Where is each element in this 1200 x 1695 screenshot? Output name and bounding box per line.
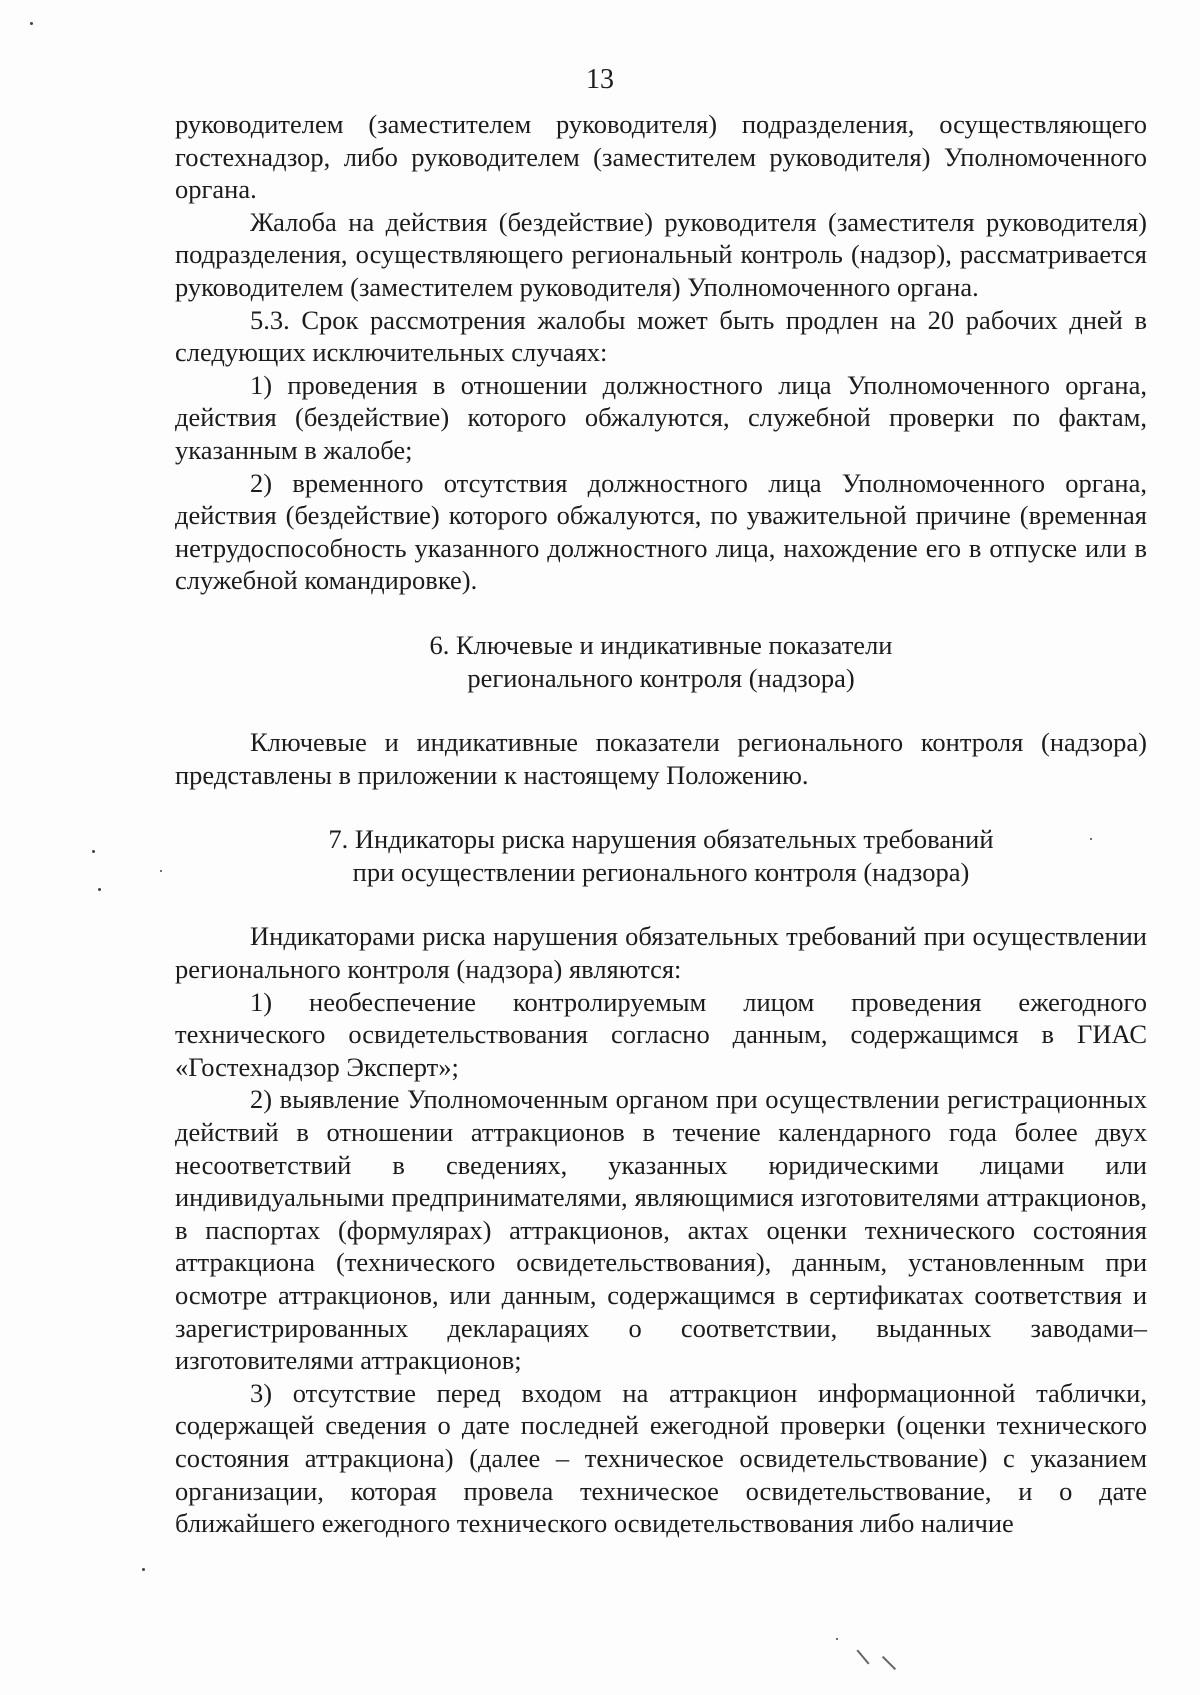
- paragraph-5-3: 5.3. Срок рассмотрения жалобы может быть продлен на 20 рабочих дней в следующих исключительных случаях:: [175, 304, 1147, 368]
- scan-mark: [856, 1649, 869, 1664]
- scan-speck: [98, 888, 101, 891]
- scan-speck: [1090, 838, 1092, 840]
- spacer: [175, 888, 1147, 920]
- document-body: [175, 108, 1147, 1540]
- scan-speck: [836, 1638, 838, 1640]
- page-number: 13: [586, 64, 614, 95]
- section-6-heading: [175, 629, 1147, 694]
- scan-speck: [92, 850, 95, 853]
- spacer: [175, 694, 1147, 726]
- section-7-heading: [175, 823, 1147, 888]
- scan-speck: [30, 22, 33, 25]
- paragraph-risk-indicator-1: 1) необеспечение контролируемым лицом проведения ежегодного технического освидетельствования согласно данным, содержащимся в ГИАС «Гостехнадзор Эксперт»;: [175, 986, 1147, 1082]
- spacer: [175, 791, 1147, 823]
- paragraph-risk-indicator-3: 3) отсутствие перед входом на аттракцион информационной таблички, содержащей сведения о дате последней ежегодной проверки (оценки технического состояния аттракциона) (далее – техническое освидетельствование) с указанием организации, которая провела техническое освидетельствование, и о дате ближайшего ежегодного технического освидетельствования либо наличие: [175, 1377, 1147, 1539]
- scan-mark: [882, 1656, 896, 1670]
- section-6-heading-line-2: регионального контроля (надзора): [467, 662, 855, 693]
- scan-speck: [160, 870, 162, 872]
- spacer: [175, 597, 1147, 629]
- paragraph-section-7-intro: Индикаторами риска нарушения обязательных требований при осуществлении регионального контроля (надзора) являются:: [175, 921, 1147, 985]
- paragraph-complaint: Жалоба на действия (бездействие) руководителя (заместителя руководителя) подразделения, осуществляющего региональный контроль (надзор), рассматривается руководителем (заместителем руководителя) Уполномоченного органа.: [175, 206, 1147, 302]
- section-6-heading-line-1: 6. Ключевые и индикативные показатели: [429, 629, 893, 660]
- paragraph-5-3-item-1: 1) проведения в отношении должностного лица Уполномоченного органа, действия (бездействие) которого обжалуются, служебной проверки по фактам, указанным в жалобе;: [175, 369, 1147, 465]
- scan-speck: [142, 1568, 145, 1571]
- section-7-heading-line-1: 7. Индикаторы риска нарушения обязательных требований: [328, 824, 994, 855]
- paragraph-5-3-item-2: 2) временного отсутствия должностного лица Уполномоченного органа, действия (бездействие) которого обжалуются, по уважительной причине (временная нетрудоспособность указанного должностного лица, нахождение его в отпуске или в служебной командировке).: [175, 467, 1147, 596]
- paragraph-risk-indicator-2: 2) выявление Уполномоченным органом при осуществлении регистрационных действий в отношении аттракционов в течение календарного года более двух несоответствий в сведениях, указанных юридическими лицами или индивидуальными предпринимателями, являющимися изготовителями аттракционов, в паспортах (формулярах) аттракционов, актах оценки технического состояния аттракциона (технического освидетельствования), данным, установленным при осмотре аттракционов, или данным, содержащимся в сертификатах соответствия и зарегистрированных декларациях о соответствии, выданных заводами–изготовителями аттракционов;: [175, 1084, 1147, 1376]
- paragraph-continuation: руководителем (заместителем руководителя) подразделения, осуществляющего гостехнадзор, либо руководителем (заместителем руководителя) Уполномоченного органа.: [175, 109, 1147, 205]
- paragraph-section-6: Ключевые и индикативные показатели регионального контроля (надзора) представлены в приложении к настоящему Положению.: [175, 727, 1147, 790]
- section-7-heading-line-2: при осуществлении регионального контроля (надзора): [352, 856, 970, 887]
